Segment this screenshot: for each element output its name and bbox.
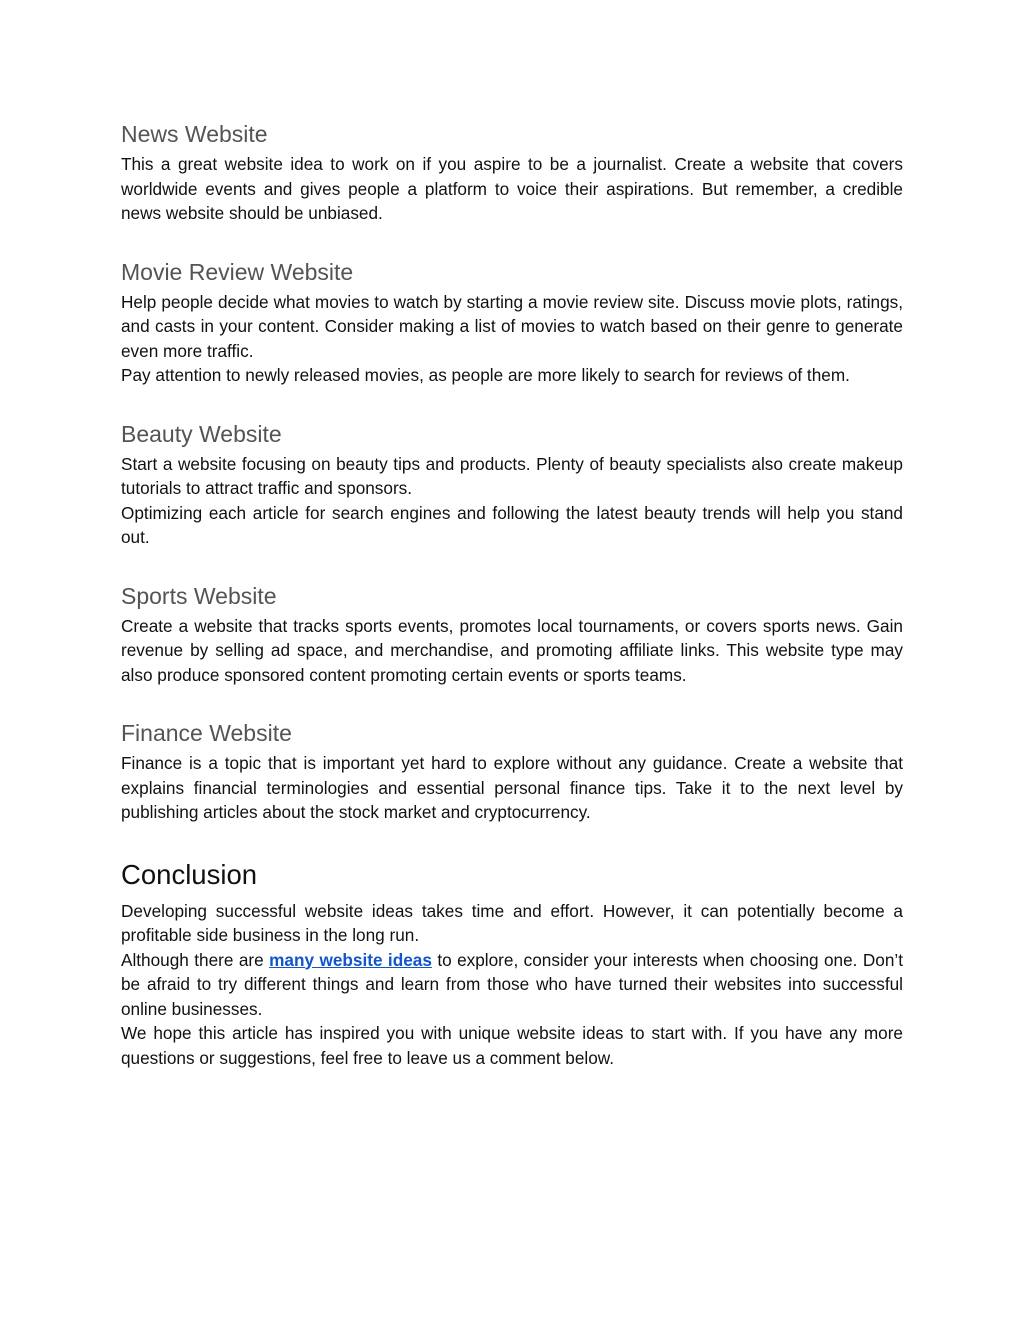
section-heading: Finance Website <box>121 720 292 746</box>
section-beauty-website <box>121 418 903 550</box>
section-conclusion <box>121 856 903 1071</box>
section-paragraph: Help people decide what movies to watch by starting a movie review site. Discuss movie plots, ratings, and casts in your content. Consider making a list of movies to watch based on their genre to generate even more traffic. <box>121 291 903 361</box>
conclusion-paragraph-3: We hope this article has inspired you with unique website ideas to start with. If you have any more questions or suggestions, feel free to leave us a comment below. <box>121 1023 903 1068</box>
conclusion-paragraph-1: Developing successful website ideas takes time and effort. However, it can potentially become a profitable side business in the long run. <box>121 900 903 945</box>
conclusion-heading: Conclusion <box>121 858 258 890</box>
section-paragraph: Start a website focusing on beauty tips and products. Plenty of beauty specialists also create makeup tutorials to attract traffic and sponsors. <box>121 453 903 498</box>
section-heading: Sports Website <box>121 582 277 609</box>
section-paragraph: This a great website idea to work on if you aspire to be a journalist. Create a website that covers worldwide events and gives people a platform to voice their aspirations. But remember, a credible news website should be unbiased. <box>121 154 903 223</box>
paragraph-text: Although there are <box>121 949 270 970</box>
section-heading: Movie Review Website <box>121 258 354 285</box>
section-paragraph: Finance is a topic that is important yet hard to explore without any guidance. Create a website that explains financial terminologies and essential personal finance tips. Take it to the next level by publishing articles about the stock market and cryptocurrency. <box>121 753 903 822</box>
section-heading: News Website <box>121 121 268 147</box>
section-news-website <box>121 118 903 226</box>
section-finance-website <box>121 717 903 825</box>
section-sports-website <box>121 580 903 688</box>
document-page <box>121 118 903 1070</box>
paragraph-text: to explore, consider your interests when choosing one. Don’t be afraid to try different things and learn from those who have turned their websites into successful online businesses. <box>121 949 903 1019</box>
many-website-ideas-link[interactable]: many website ideas <box>269 949 432 970</box>
section-heading: Beauty Website <box>121 420 282 447</box>
section-paragraph: Create a website that tracks sports events, promotes local tournaments, or covers sports news. Gain revenue by selling ad space, and merchandise, and promoting affiliate links. This website type may also produce sponsored content promoting certain events or sports teams. <box>121 615 903 685</box>
section-paragraph: Optimizing each article for search engines and following the latest beauty trends will help you stand out. <box>121 502 903 547</box>
conclusion-paragraph-2 <box>121 948 903 1022</box>
section-paragraph: Pay attention to newly released movies, as people are more likely to search for reviews of them. <box>121 365 850 385</box>
section-movie-review-website <box>121 256 903 388</box>
